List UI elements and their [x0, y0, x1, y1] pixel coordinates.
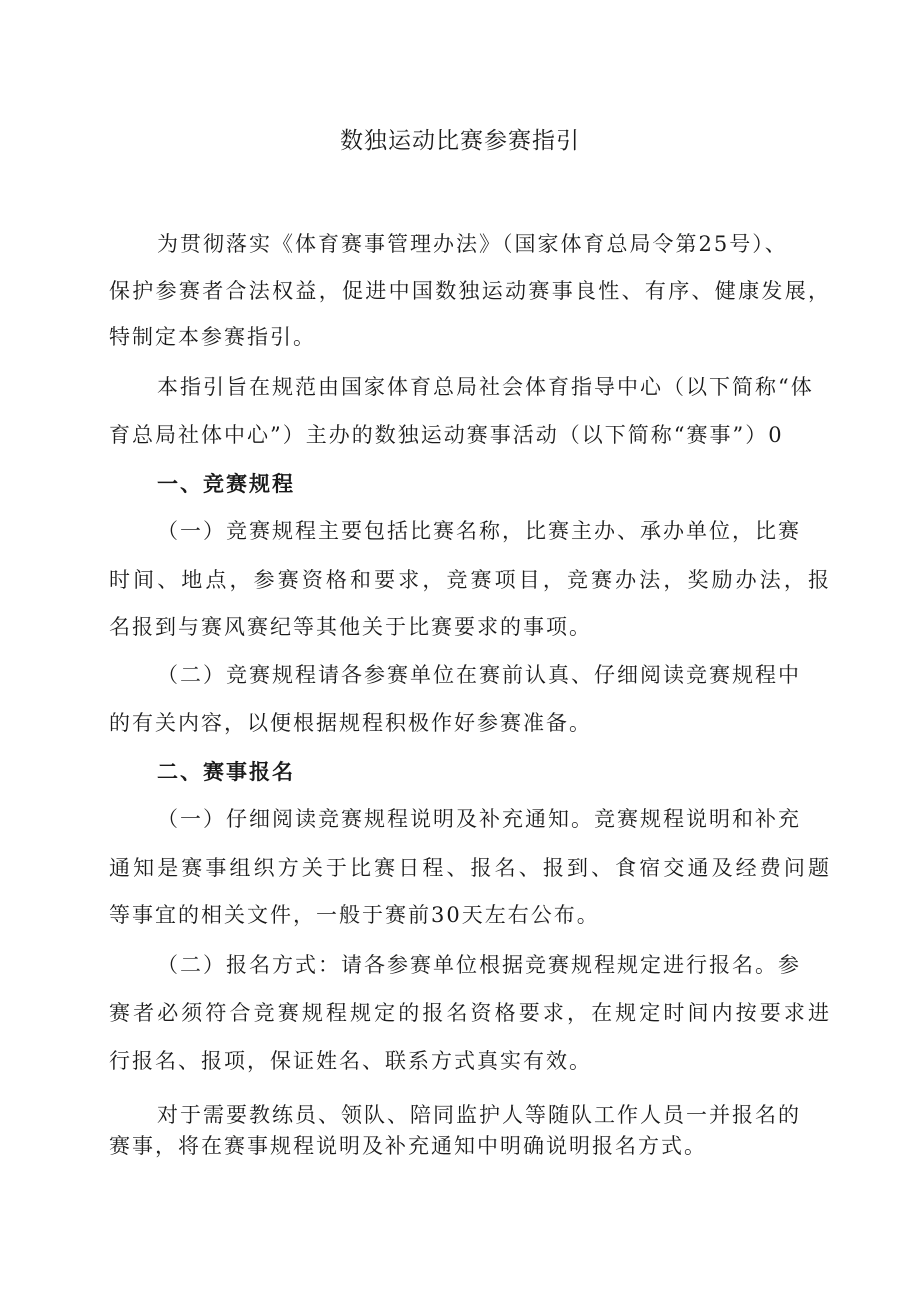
paragraph-line: 育总局社体中心”）主办的数独运动赛事活动（以下简称“赛事”）0 [109, 423, 784, 447]
paragraph-line: 本指引旨在规范由国家体育总局社会体育指导中心（以下简称“体 [157, 375, 814, 399]
document-title: 数独运动比赛参赛指引 [340, 128, 580, 154]
paragraph-line: （二）报名方式：请各参赛单位根据竞赛规程规定进行报名。参 [157, 953, 801, 977]
paragraph-line: 行报名、报项，保证姓名、联系方式真实有效。 [109, 1049, 592, 1073]
paragraph-line: 对于需要教练员、领队、陪同监护人等随队工作人员一并报名的 [157, 1103, 801, 1127]
paragraph-line: 名报到与赛风赛纪等其他关于比赛要求的事项。 [109, 615, 592, 639]
paragraph-line: （一）仔细阅读竞赛规程说明及补充通知。竞赛规程说明和补充 [157, 807, 801, 831]
section-heading: 一、竞赛规程 [157, 471, 295, 496]
paragraph-line: 特制定本参赛指引。 [109, 325, 316, 349]
paragraph-line: （一）竞赛规程主要包括比赛名称，比赛主办、承办单位，比赛 [157, 519, 801, 543]
paragraph-line: 通知是赛事组织方关于比赛日程、报名、报到、食宿交通及经费问题 [109, 856, 829, 880]
paragraph-line: 等事宜的相关文件，一般于赛前30天左右公布。 [109, 903, 600, 927]
paragraph-line: 的有关内容，以便根据规程积极作好参赛准备。 [109, 711, 592, 735]
paragraph-line: 为贯彻落实《体育赛事管理办法》（国家体育总局令第25号）、 [157, 232, 788, 256]
section-heading: 二、赛事报名 [157, 759, 295, 784]
paragraph-line: 赛者必须符合竞赛规程规定的报名资格要求，在规定时间内按要求进 [109, 1001, 829, 1025]
paragraph-line: （二）竞赛规程请各参赛单位在赛前认真、仔细阅读竞赛规程中 [157, 663, 801, 687]
paragraph-line: 时间、地点，参赛资格和要求，竞赛项目，竞赛办法，奖励办法，报 [109, 568, 829, 592]
paragraph-line: 保护参赛者合法权益，促进中国数独运动赛事良性、有序、健康发展， [109, 279, 829, 303]
paragraph-line: 赛事，将在赛事规程说明及补充通知中明确说明报名方式。 [109, 1134, 707, 1158]
